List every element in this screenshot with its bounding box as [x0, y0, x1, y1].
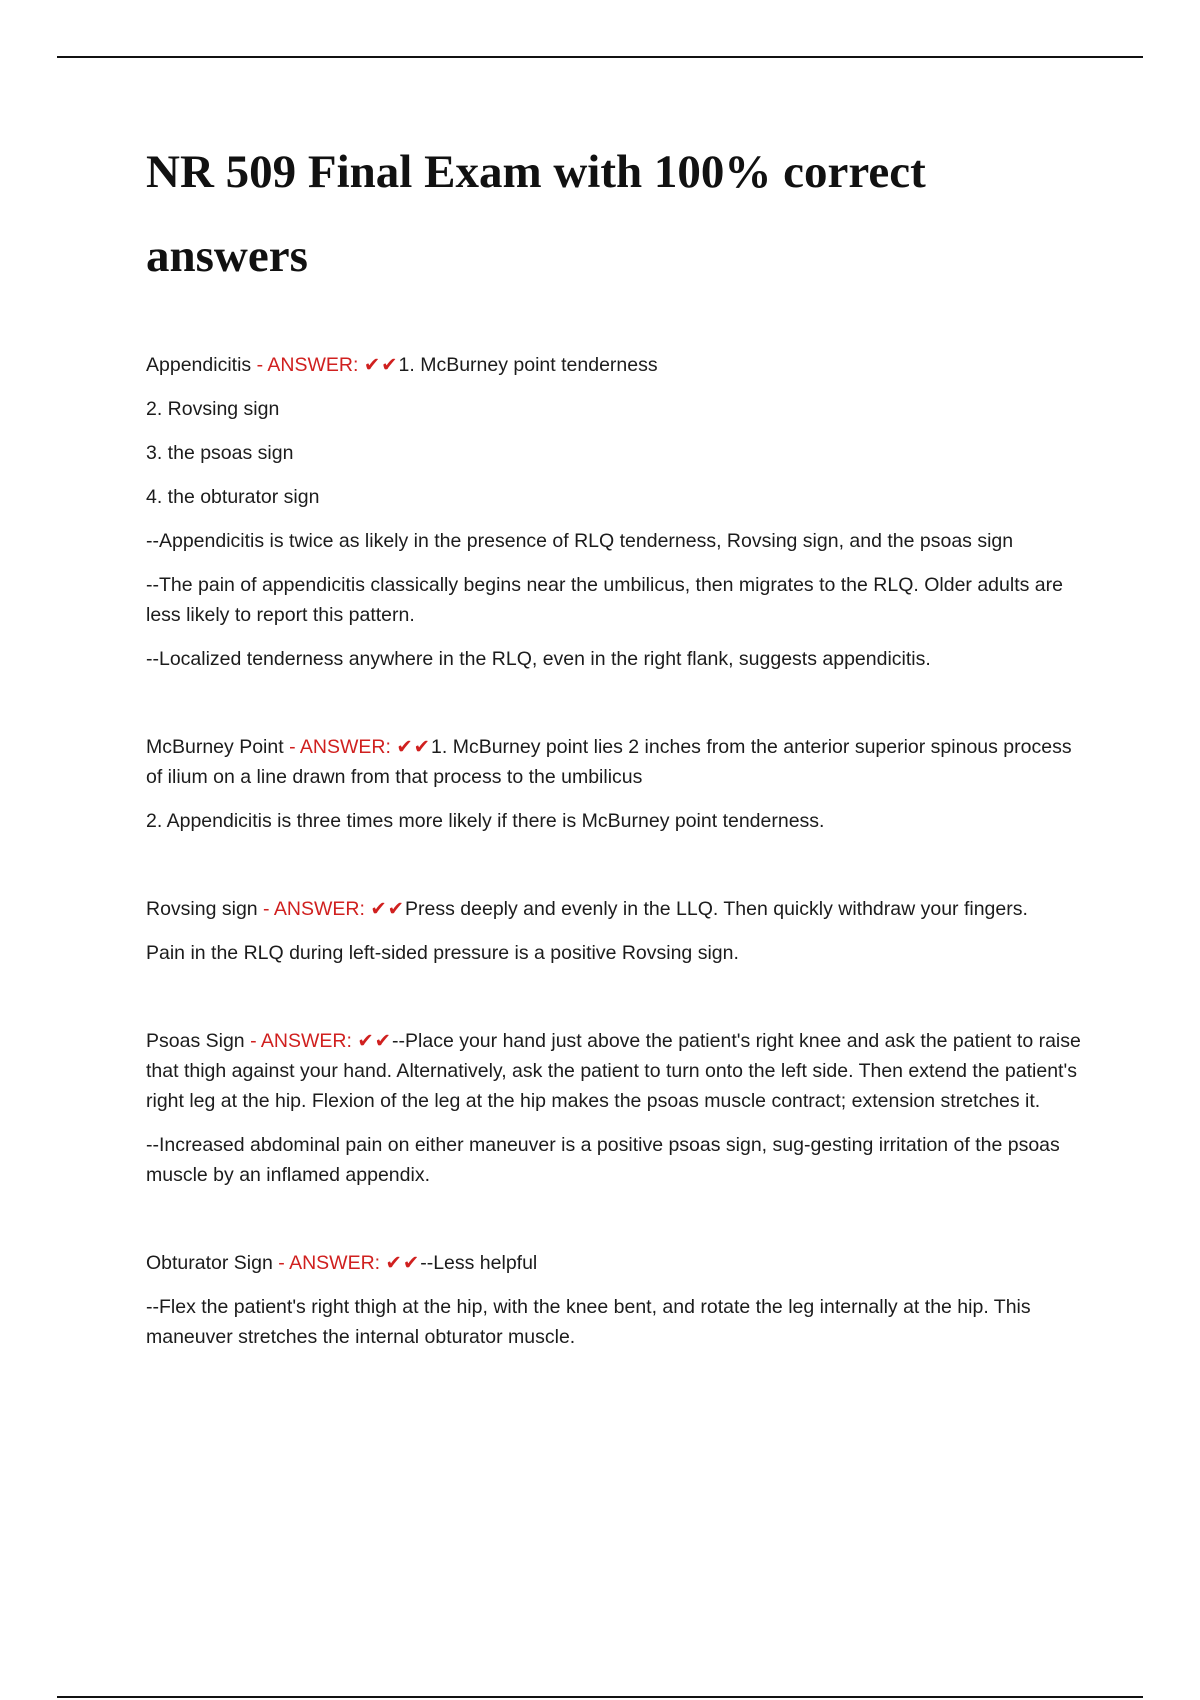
qa-line: --Localized tenderness anywhere in the RLQ, even in the right flank, suggests appendicitis.: [146, 648, 931, 670]
qa-line: Pain in the RLQ during left-sided pressure is a positive Rovsing sign.: [146, 942, 739, 964]
check-icon: ✔✔: [385, 1252, 421, 1274]
qa-line: --Appendicitis is twice as likely in the presence of RLQ tenderness, Rovsing sign, and the psoas sign: [146, 530, 1014, 552]
answer-label: - ANSWER:: [272, 1252, 386, 1274]
qa-term: Obturator Sign: [146, 1252, 273, 1274]
top-rule: [57, 56, 1143, 58]
qa-item-psoas-sign: [146, 1026, 1086, 1190]
bottom-rule: [57, 1696, 1143, 1698]
document-body: [146, 130, 1086, 1410]
answer-label: - ANSWER:: [244, 1030, 358, 1052]
qa-line: --The pain of appendicitis classically begins near the umbilicus, then migrates to the RLQ. Older adults are less likely to report this pattern.: [146, 574, 1063, 626]
qa-line: --Increased abdominal pain on either maneuver is a positive psoas sign, sug-gesting irritation of the psoas muscle by an inflamed appendix.: [146, 1134, 1060, 1186]
document-title: NR 509 Final Exam with 100% correct answers: [146, 146, 926, 282]
qa-item-appendicitis: [146, 350, 1086, 674]
qa-question: [146, 1248, 1086, 1278]
qa-line: 4. the obturator sign: [146, 486, 320, 508]
qa-question: [146, 894, 1086, 924]
answer-label: - ANSWER:: [251, 354, 364, 376]
qa-question: [146, 350, 1086, 380]
qa-term: Psoas Sign: [146, 1030, 245, 1052]
qa-question: [146, 732, 1086, 792]
qa-question: [146, 1026, 1086, 1116]
qa-item-rovsing-sign: [146, 894, 1086, 968]
check-icon: ✔✔: [357, 1030, 393, 1052]
qa-first-line: 1. McBurney point lies 2 inches from the anterior superior spinous process of ilium on a line drawn from that process to the umbilicus: [146, 736, 1072, 788]
check-icon: ✔✔: [363, 354, 399, 376]
qa-term: Rovsing sign: [146, 898, 258, 920]
qa-line: 3. the psoas sign: [146, 442, 294, 464]
check-icon: ✔✔: [370, 898, 406, 920]
qa-first-line: --Less helpful: [420, 1252, 538, 1274]
qa-term: Appendicitis: [146, 354, 252, 376]
qa-item-obturator-sign: [146, 1248, 1086, 1352]
answer-label: - ANSWER:: [257, 898, 371, 920]
qa-line: 2. Rovsing sign: [146, 398, 280, 420]
qa-first-line: --Place your hand just above the patient's right knee and ask the patient to raise that thigh against your hand. Alternatively, ask the patient to turn onto the left side. Then extend the patient's right leg at the hip. Flexion of the leg at the hip makes the psoas muscle contract; extension stretches it.: [146, 1030, 1081, 1112]
qa-item-mcburney-point: [146, 732, 1086, 836]
qa-line: --Flex the patient's right thigh at the hip, with the knee bent, and rotate the leg internally at the hip. This maneuver stretches the internal obturator muscle.: [146, 1296, 1031, 1348]
qa-term: McBurney Point: [146, 736, 284, 758]
qa-first-line: 1. McBurney point tenderness: [398, 354, 658, 376]
answer-label: - ANSWER:: [283, 736, 397, 758]
check-icon: ✔✔: [396, 736, 432, 758]
qa-first-line: Press deeply and evenly in the LLQ. Then quickly withdraw your fingers.: [405, 898, 1028, 920]
qa-line: 2. Appendicitis is three times more likely if there is McBurney point tenderness.: [146, 810, 825, 832]
